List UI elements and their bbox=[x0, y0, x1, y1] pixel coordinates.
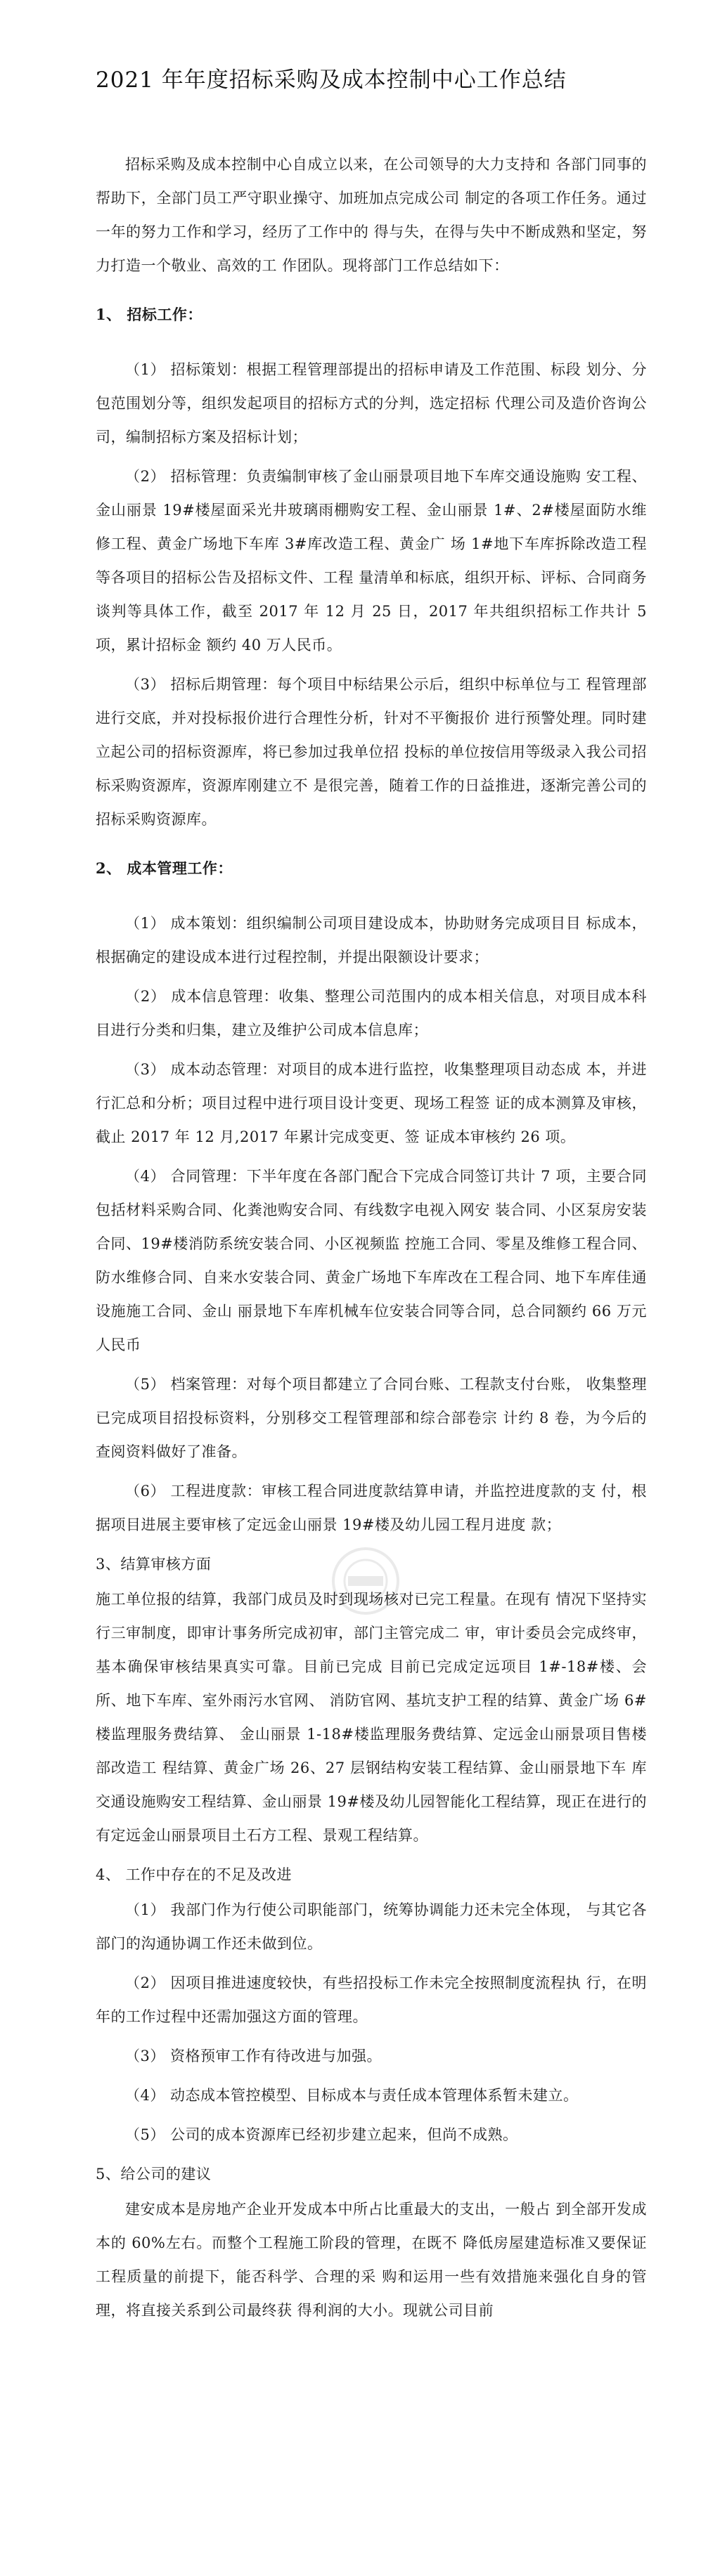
section-heading: 3、结算审核方面 bbox=[96, 1556, 212, 1573]
section-heading: 2、 成本管理工作： bbox=[96, 859, 233, 877]
list-item: （5） 公司的成本资源库已经初步建立起来，但尚不成熟。 bbox=[125, 2126, 518, 2143]
list-item: （1） 我部门作为行使公司职能部门，统筹协调能力还未完全体现， 与其它各部门的沟通协调工作还未做到位。 bbox=[96, 1901, 647, 1952]
section-settlement-audit bbox=[96, 1549, 647, 1852]
section-suggestions bbox=[96, 2159, 647, 2327]
list-item: （1） 招标策划：根据工程管理部提出的招标申请及工作范围、标段 划分、分包范围划分等，组织发起项目的招标方式的分判，选定招标 代理公司及造价咨询公司，编制招标方案及招标计划； bbox=[96, 361, 647, 445]
list-item: （2） 成本信息管理：收集、整理公司范围内的成本相关信息，对项目成本科目进行分类和归集，建立及维护公司成本信息库； bbox=[96, 988, 647, 1039]
section-cost-management bbox=[96, 852, 647, 1542]
list-item: （6） 工程进度款：审核工程合同进度款结算申请，并监控进度款的支 付，根据项目进展主要审核了定远金山丽景 19#楼及幼儿园工程月进度 款； bbox=[96, 1483, 647, 1533]
section-heading: 4、 工作中存在的不足及改进 bbox=[96, 1866, 292, 1883]
list-item: （1） 成本策划：组织编制公司项目建设成本，协助财务完成项目目 标成本，根据确定的建设成本进行过程控制，并提出限额设计要求； bbox=[96, 915, 647, 965]
list-item: （2） 因项目推进速度较快，有些招投标工作未完全按照制度流程执 行，在明年的工作过程中还需加强这方面的管理。 bbox=[96, 1975, 647, 2025]
section-body: 建安成本是房地产企业开发成本中所占比重最大的支出，一般占 到全部开发成本的 60%左右。而整个工程施工阶段的管理，在既不 降低房屋建造标准又要保证工程质量的前提下，能否科学、合理的采 购和运用一些有效措施来强化自身的管理，将直接关系到公司最终获 得利润的大小。现就公司目前 bbox=[96, 2201, 647, 2319]
list-item: （5） 档案管理：对每个项目都建立了合同台账、工程款支付台账， 收集整理已完成项目招投标资料，分别移交工程管理部和综合部卷宗 计约 8 卷，为今后的查阅资料做好了准备。 bbox=[96, 1376, 647, 1460]
list-item: （3） 成本动态管理：对项目的成本进行监控，收集整理项目动态成 本，并进行汇总和分析；项目过程中进行项目设计变更、现场工程签 证的成本测算及审核，截止 2017 年 12 月,2017 年累计完成变更、签 证成本审核约 26 项。 bbox=[96, 1061, 647, 1145]
section-heading: 1、 招标工作： bbox=[96, 306, 202, 323]
section-body: 施工单位报的结算，我部门成员及时到现场核对已完工程量。在现有 情况下坚持实行三审制度，即审计事务所完成初审，部门主管完成二 审，审计委员会完成终审，基本确保审核结果真实可靠。目前已完成 目前已完成定远项目 1#-18#楼、会所、地下车库、室外雨污水官网、 消防官网、基坑支护工程的结算、黄金广场 6#楼监理服务费结算、 金山丽景 1-18#楼监理服务费结算、定远金山丽景项目售楼部改造工 程结算、黄金广场 26、27 层钢结构安装工程结算、金山丽景地下车 库交通设施购安工程结算、金山丽景 19#楼及幼儿园智能化工程结算，现正在进行的有定远金山丽景项目土石方工程、景观工程结算。 bbox=[96, 1591, 647, 1844]
intro-paragraph: 招标采购及成本控制中心自成立以来，在公司领导的大力支持和 各部门同事的帮助下，全部门员工严守职业操守、加班加点完成公司 制定的各项工作任务。通过一年的努力工作和学习，经历了工作中的 得与失，在得与失中不断成熟和坚定，努力打造一个敬业、高效的工 作团队。现将部门工作总结如下： bbox=[96, 156, 647, 274]
list-item: （4） 动态成本管控模型、目标成本与责任成本管理体系暂未建立。 bbox=[125, 2087, 579, 2104]
section-heading: 5、给公司的建议 bbox=[96, 2166, 212, 2183]
list-item: （3） 招标后期管理：每个项目中标结果公示后，组织中标单位与工 程管理部进行交底，并对投标报价进行合理性分析，针对不平衡报价 进行预警处理。同时建立起公司的招标资源库，将已参加过我单位招 投标的单位按信用等级录入我公司招标采购资源库，资源库刚建立不 是很完善，随着工作的日益推进，逐渐完善公司的招标采购资源库。 bbox=[96, 676, 647, 828]
list-item: （3） 资格预审工作有待改进与加强。 bbox=[125, 2048, 382, 2064]
section-shortcomings bbox=[96, 1859, 647, 2152]
list-item: （2） 招标管理：负责编制审核了金山丽景项目地下车库交通设施购 安工程、金山丽景 19#楼屋面采光井玻璃雨棚购安工程、金山丽景 1#、2#楼屋面防水维修工程、黄金广场地下车库 3#库改造工程、黄金广 场 1#地下车库拆除改造工程等各项目的招标公告及招标文件、工程 量清单和标底，组织开标、评标、合同商务谈判等具体工作，截至 2017 年 12 月 25 日，2017 年共组织招标工作共计 5 项，累计招标金 额约 40 万人民币。 bbox=[96, 468, 647, 653]
document-title: 2021 年年度招标采购及成本控制中心工作总结 bbox=[96, 67, 567, 93]
section-bidding bbox=[96, 298, 647, 836]
list-item: （4） 合同管理：下半年度在各部门配合下完成合同签订共计 7 项，主要合同包括材料采购合同、化粪池购安合同、有线数字电视入网安 装合同、小区泵房安装合同、19#楼消防系统安装合同、小区视频监 控施工合同、零星及维修工程合同、防水维修合同、自来水安装合同、黄金广场地下车库改在工程合同、地下车库佳通设施施工合同、金山 丽景地下车库机械车位安装合同等合同，总合同额约 66 万元人民币 bbox=[96, 1168, 647, 1353]
